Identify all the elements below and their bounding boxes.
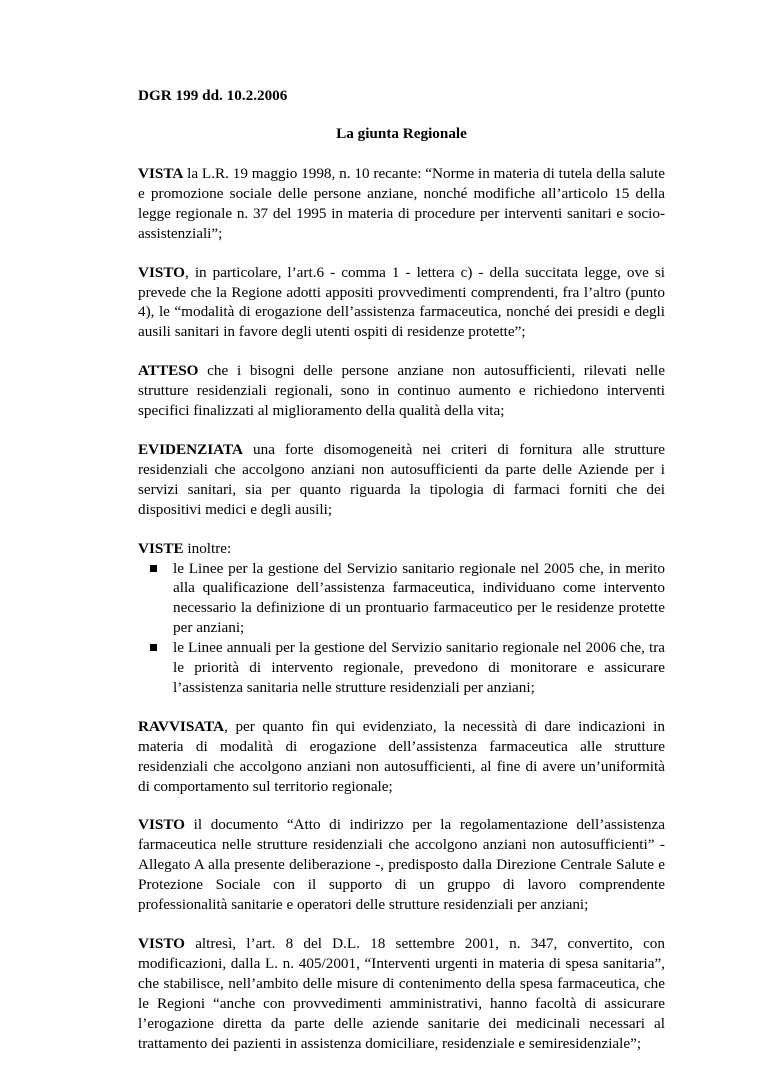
paragraph-text: altresì, l’art. 8 del D.L. 18 settembre 2001, n. 347, convertito, con modificazioni, dalla L. n. 405/2001, “Interventi urgenti in materia di spesa sanitaria”, che stabilisce, nell’ambito delle misure di contenimento della spesa farmaceutica, che le Regioni “anche con provvedimenti amministrativi, hanno facoltà di assicurare l’erogazione diretta da parte delle aziende sanitarie dei medicinali necessari al trattamento dei pazienti in assistenza domiciliare, residenziale e semiresidenziale”;: [138, 935, 665, 1052]
paragraph-viste: [138, 539, 665, 559]
paragraph-keyword: VISTA: [138, 165, 184, 182]
paragraph-text: una forte disomogeneità nei criteri di fornitura alle strutture residenziali che accolgono anziani non autosufficienti da parte delle Aziende per i servizi sanitari, sia per quanto riguarda la tipologia di farmaci forniti che dei dispositivi medici e degli ausili;: [138, 440, 665, 518]
paragraph-text: , in particolare, l’art.6 - comma 1 - lettera c) - della succitata legge, ove si prevede che la Regione adotti appositi provvedimenti comprendenti, fra l’altro (punto 4), le “modalità di erogazione dell’assistenza farmaceutica, nonché dei presidi e degli ausili sanitari in favore degli utenti ospiti di residenze protette”;: [138, 263, 665, 341]
paragraph-keyword: RAVVISATA: [138, 717, 225, 735]
paragraph-vista-lr: [138, 164, 665, 244]
paragraph-text: , per quanto fin qui evidenziato, la necessità di dare indicazioni in materia di modalità di erogazione dell’assistenza farmaceutica alle strutture residenziali che accolgono anziani non autosufficienti, al fine di avere un’uniformità di comportamento sul territorio regionale;: [138, 717, 665, 795]
paragraph-text: il documento “Atto di indirizzo per la regolamentazione dell’assistenza farmaceutica nelle strutture residenziali che accolgono anziani non autosufficienti” - Allegato A alla presente deliberazione -, predisposto dalla Direzione Centrale Salute e Protezione Sociale con il supporto di un gruppo di lavoro comprendente professionalità sanitarie e operatori delle strutture residenziali per anziani;: [138, 816, 665, 914]
document-page: [138, 86, 665, 1072]
document-code: DGR 199 dd. 10.2.2006: [138, 87, 288, 104]
list-item: [138, 559, 665, 639]
paragraph-keyword: VISTE: [138, 539, 184, 557]
paragraph-visto-art6: [138, 263, 665, 343]
viste-list: [138, 559, 665, 698]
list-item-text: le Linee annuali per la gestione del Servizio sanitario regionale nel 2006 che, tra le priorità di intervento regionale, prevedono di monitorare e assicurare l’assistenza sanitaria nelle strutture residenziali per anziani;: [173, 639, 665, 696]
paragraph-atteso: [138, 361, 665, 421]
paragraph-keyword: VISTO: [138, 935, 185, 952]
paragraph-evidenziata: [138, 440, 665, 520]
paragraph-keyword: VISTO: [138, 816, 185, 834]
paragraph-keyword: EVIDENZIATA: [138, 440, 243, 458]
paragraph-ravvisata: [138, 717, 665, 797]
paragraph-visto-documento: [138, 815, 665, 915]
paragraph-keyword: ATTESO: [138, 362, 199, 380]
square-bullet-icon: [150, 565, 157, 572]
paragraph-keyword: VISTO: [138, 263, 185, 281]
list-item: [138, 638, 665, 698]
paragraph-text: che i bisogni delle persone anziane non autosufficienti, rilevati nelle strutture residenziali regionali, sono in continuo aumento e richiedono interventi specifici finalizzati al miglioramento della qualità della vita;: [138, 362, 665, 420]
square-bullet-icon: [150, 644, 157, 651]
document-title: La giunta Regionale: [336, 125, 467, 142]
paragraph-text: la L.R. 19 maggio 1998, n. 10 recante: “Norme in materia di tutela della salute e promozione sociale delle persone anziane, nonché modifiche all’articolo 15 della legge regionale n. 37 del 1995 in materia di procedure per interventi sanitari e socio-assistenziali”;: [138, 165, 665, 242]
list-item-text: le Linee per la gestione del Servizio sanitario regionale nel 2005 che, in merito alla qualificazione dell’assistenza farmaceutica, individuano come intervento necessario la definizione di un prontuario farmaceutico per le residenze protette per anziani;: [173, 559, 665, 637]
paragraph-text: inoltre:: [183, 539, 232, 557]
